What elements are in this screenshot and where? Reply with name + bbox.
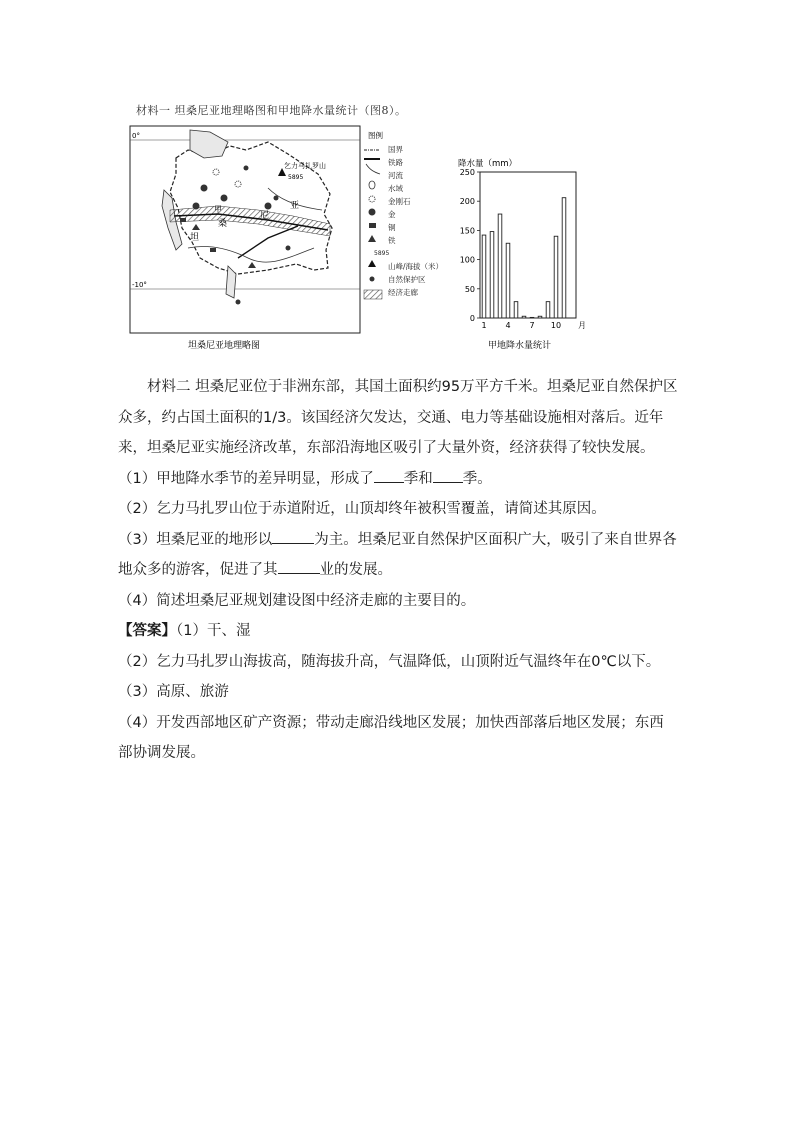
legend-label-river: 河流 [388,171,403,180]
legend-label-copper: 铜 [388,223,396,232]
answer-4: （4）开发西部地区矿产资源；带动走廊沿线地区发展；加快西部落后地区发展；东西部协调发展。 [118,714,664,761]
legend-title: 图例 [368,131,383,140]
y-tick-label: 100 [459,255,475,265]
bar-month-1 [482,235,486,318]
iron-icon [192,224,200,230]
reserve-icon [236,300,241,305]
answer-1-text: （1）干、湿 [176,623,251,639]
chart-frame [480,172,576,318]
lake-malawi [226,266,236,298]
y-tick-label: 50 [464,284,475,294]
legend-label-water: 水域 [388,184,403,193]
bar-month-9 [546,302,550,318]
gold-icon [221,195,228,202]
iron-legend-icon [368,235,376,242]
diamond-icon [235,181,241,187]
answer-2: （2）乞力马扎罗山海拔高，随海拔升高，气温降低，山顶附近气温终年在0℃以下。 [118,653,661,670]
reserve-icon [286,246,291,251]
legend-label-peak: 山峰/海拔（米） [388,262,444,271]
x-tick-label: 1 [481,321,487,330]
q1-text-b: 季和 [403,470,433,487]
railway-2 [238,226,298,258]
copper-icon [180,218,186,222]
answer-blank [374,468,404,483]
copper-legend-icon [369,223,376,228]
bar-month-10 [554,236,558,318]
gold-legend-icon [369,209,376,216]
answer-blank [272,529,314,544]
bar-month-11 [562,198,566,318]
legend-label-railway: 铁路 [388,158,403,167]
bar-month-4 [506,243,510,318]
gold-icon [265,203,272,210]
gold-icon [201,185,208,192]
peak-legend-icon [368,260,376,267]
corridor-legend-icon [364,290,382,299]
question-4: （4）简述坦桑尼亚规划建设图中经济走廊的主要目的。 [118,592,476,609]
q1-text-a: （1）甲地降水季节的差异明显，形成了 [118,470,374,487]
country-char-1: 坦 [190,233,200,243]
legend-peak-value: 5895 [374,250,390,257]
answer-label: 【答案】 [118,623,176,639]
bar-month-5 [514,302,518,318]
mountain-elev-label: 5895 [288,174,304,181]
answer-1 [118,616,678,647]
diamond-icon [213,169,219,175]
legend-label-gold: 金 [388,210,396,219]
gold-icon [193,203,200,210]
bar-month-7 [530,317,534,318]
y-tick-label: 150 [459,226,475,236]
legend-label-reserve: 自然保护区 [388,275,426,284]
x-tick-label: 7 [529,321,535,330]
reserve-icon [244,166,249,171]
map-caption: 坦桑尼亚地理略图 [188,341,261,351]
question-2: （2）乞力马扎罗山位于赤道附近，山顶却终年被积雪覆盖，请简述其原因。 [118,501,606,517]
country-char-2: 桑 [218,219,228,229]
legend-label-iron: 铁 [388,236,396,245]
lat-label-top: 0° [132,132,140,140]
q3-text-b: 为主。坦桑尼亚自然保护区面积广大，吸引了来自世界各地众多的游客，促进了其 [118,531,677,578]
answer-blank [433,468,463,483]
legend-label-diamond: 金刚石 [388,197,411,206]
map-legend [364,130,383,299]
question-3 [118,525,678,586]
y-tick-label: 250 [459,168,475,177]
y-axis-label: 降水量（mm） [458,159,518,169]
x-axis-unit: 月 [578,321,586,330]
copper-icon [210,248,216,252]
bar-month-6 [522,316,526,318]
precipitation-chart [458,158,586,330]
country-char-4: 亚 [290,201,300,211]
figure-8 [118,98,598,358]
lake-victoria [190,130,228,158]
country-char-3: 尼 [260,211,270,221]
iron-icon [248,262,256,268]
material-2: 材料二 坦桑尼亚位于非洲东部，其国土面积约95万平方千米。坦桑尼亚自然保护区众多，约占国土面积的1/3。该国经济欠发达，交通、电力等基础设施相对落后。近年来，坦桑尼亚实施经济改革，东部沿海地区吸引了大量外资，经济获得了较快发展。 [118,379,678,456]
legend-label-corridor: 经济走廊 [388,288,418,297]
diamond-legend-icon [369,196,375,202]
x-tick-label: 10 [550,321,562,330]
answer-blank [278,559,320,574]
y-tick-label: 0 [469,314,475,323]
place-jia-label: 甲 [214,205,222,214]
q3-text-a: （3）坦桑尼亚的地形以 [118,531,273,548]
chart-caption: 甲地降水量统计 [488,341,552,351]
bar-month-2 [490,232,494,318]
y-tick-label: 200 [459,197,475,207]
legend-labels [374,143,444,299]
q1-text-c: 季。 [462,470,492,487]
legend-label-border: 国界 [388,145,403,154]
reserve-legend-icon [370,277,375,282]
water-legend-icon [369,181,375,189]
bar-month-3 [498,214,502,318]
question-body [118,372,678,769]
mountain-label: 乞力马扎罗山 [284,162,326,170]
reserve-icon [274,196,279,201]
figure-title: 材料一 坦桑尼亚地理略图和甲地降水量统计（图8）。 [136,104,407,117]
answer-3: （3）高原、旅游 [118,684,229,700]
x-tick-label: 4 [505,321,511,330]
figure-svg [118,98,598,358]
lat-label-bottom: -10° [132,281,147,289]
bar-month-8 [538,316,542,318]
question-1 [118,464,678,495]
river-legend-icon [366,164,380,174]
q3-text-c: 业的发展。 [319,562,392,578]
economic-corridor [170,206,330,236]
